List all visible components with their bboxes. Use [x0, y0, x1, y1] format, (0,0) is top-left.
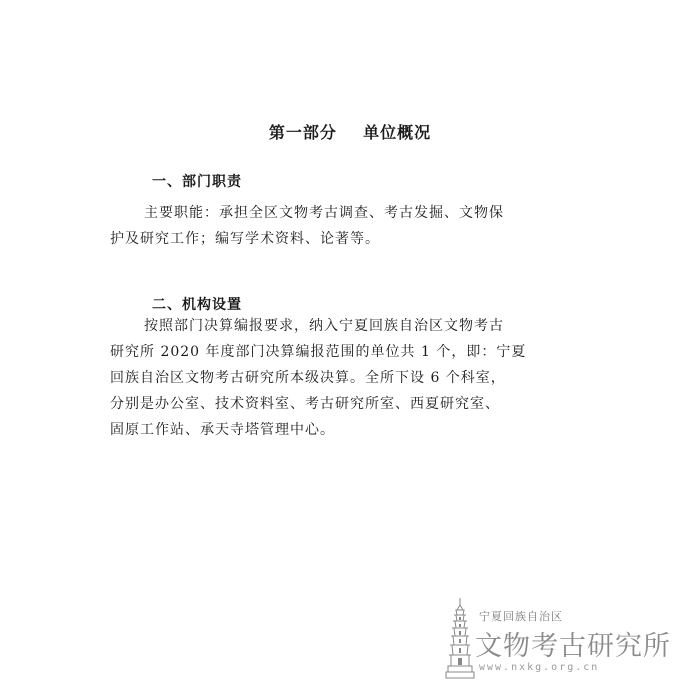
- paragraph-line: 按照部门决算编报要求，纳入宁夏回族自治区文物考古: [144, 318, 504, 334]
- paragraph-line: 主要职能：承担全区文物考古调查、考古发掘、文物保: [144, 205, 504, 221]
- page-title: 第一部分 单位概况: [268, 123, 432, 142]
- paragraph-line: 固原工作站、承天寺塔管理中心。: [110, 422, 335, 438]
- section-body-duties: [110, 200, 504, 252]
- paragraph-line: 护及研究工作；编写学术资料、论著等。: [110, 231, 380, 247]
- pagoda-icon: [445, 598, 475, 682]
- logo-institute-name: 文物考古研究所: [475, 631, 671, 662]
- paragraph-line: 研究所 2020 年度部门决算编报范围的单位共 1 个，即：宁夏: [110, 344, 527, 360]
- paragraph-line: 分别是办公室、技术资料室、考古研究所室、西夏研究室、: [110, 396, 500, 412]
- section-heading-organization: 二、机构设置: [152, 297, 242, 313]
- logo-region-text: 宁夏回族自治区: [479, 610, 563, 623]
- institute-logo: [445, 598, 685, 688]
- section-heading-duties: 一、部门职责: [152, 174, 242, 190]
- section-body-organization: [110, 313, 526, 443]
- paragraph-line: 回族自治区文物考古研究所本级决算。全所下设 6 个科室，: [110, 370, 506, 386]
- logo-website: www.nxkg.org.cn: [479, 662, 600, 673]
